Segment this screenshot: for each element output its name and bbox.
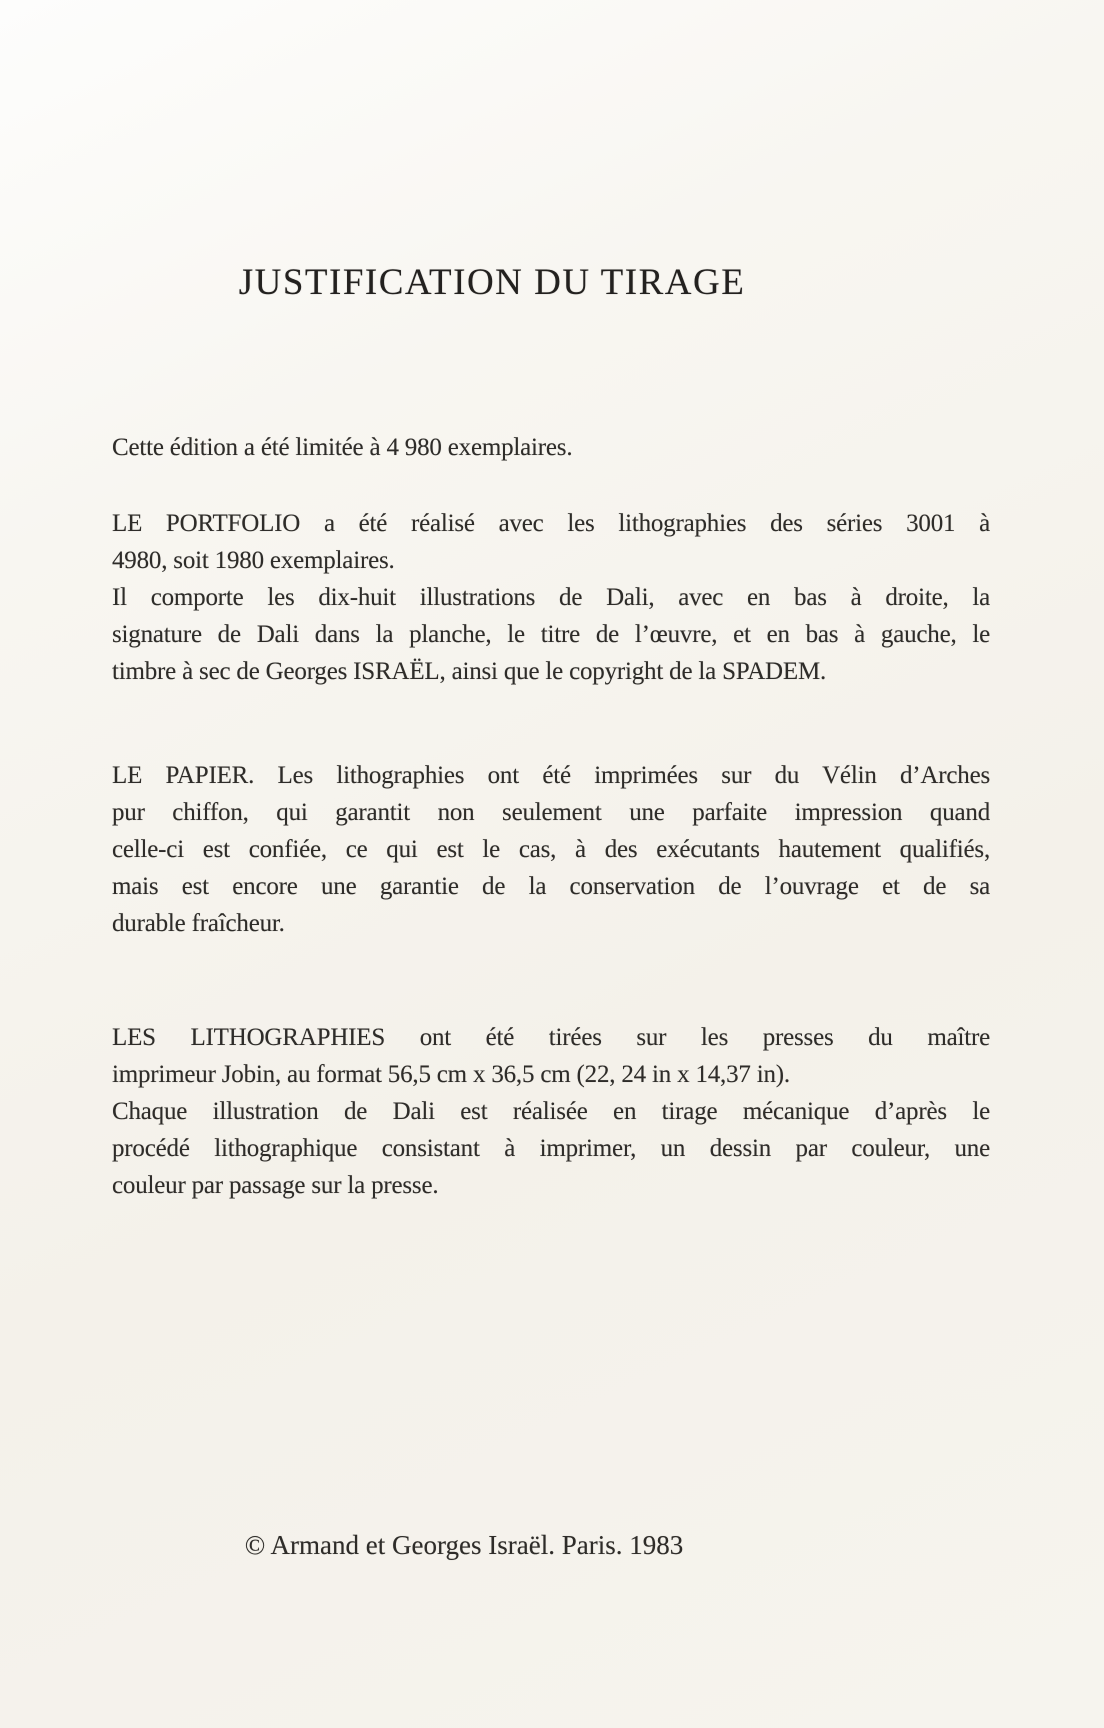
text-line: timbre à sec de Georges ISRAËL, ainsi que le copyright de la SPADEM. — [112, 658, 827, 685]
text-line: LE PORTFOLIO a été réalisé avec les lithographies des séries 3001 à — [112, 510, 990, 537]
text-line: durable fraîcheur. — [112, 910, 285, 937]
text-line: celle-ci est confiée, ce qui est le cas, à des exécutants hautement qualifiés, — [112, 836, 990, 863]
text-line: mais est encore une garantie de la conservation de l’ouvrage et de sa — [112, 873, 990, 900]
page-title: JUSTIFICATION DU TIRAGE — [238, 262, 746, 303]
text-line: Chaque illustration de Dali est réalisée en tirage mécanique d’après le — [112, 1098, 990, 1125]
text-line: couleur par passage sur la presse. — [112, 1172, 439, 1199]
paragraph-lithographies — [112, 1019, 990, 1204]
text-line: Il comporte les dix-huit illustrations de Dali, avec en bas à droite, la — [112, 584, 990, 611]
text-line: pur chiffon, qui garantit non seulement une parfaite impression quand — [112, 799, 990, 826]
paragraph-edition — [112, 429, 990, 466]
document-body — [0, 429, 1104, 1204]
text-line: signature de Dali dans la planche, le titre de l’œuvre, et en bas à gauche, le — [112, 621, 990, 648]
copyright-line: © Armand et Georges Israël. Paris. 1983 — [244, 1530, 684, 1560]
text-line: Cette édition a été limitée à 4 980 exemplaires. — [112, 434, 573, 461]
text-line: 4980, soit 1980 exemplaires. — [112, 547, 395, 574]
text-line: procédé lithographique consistant à imprimer, un dessin par couleur, une — [112, 1135, 990, 1162]
paragraph-papier — [112, 757, 990, 942]
text-line: LES LITHOGRAPHIES ont été tirées sur les presses du maître — [112, 1024, 990, 1051]
text-line: imprimeur Jobin, au format 56,5 cm x 36,5 cm (22, 24 in x 14,37 in). — [112, 1061, 790, 1088]
text-line: LE PAPIER. Les lithographies ont été imprimées sur du Vélin d’Arches — [112, 762, 990, 789]
paragraph-portfolio — [112, 505, 990, 690]
